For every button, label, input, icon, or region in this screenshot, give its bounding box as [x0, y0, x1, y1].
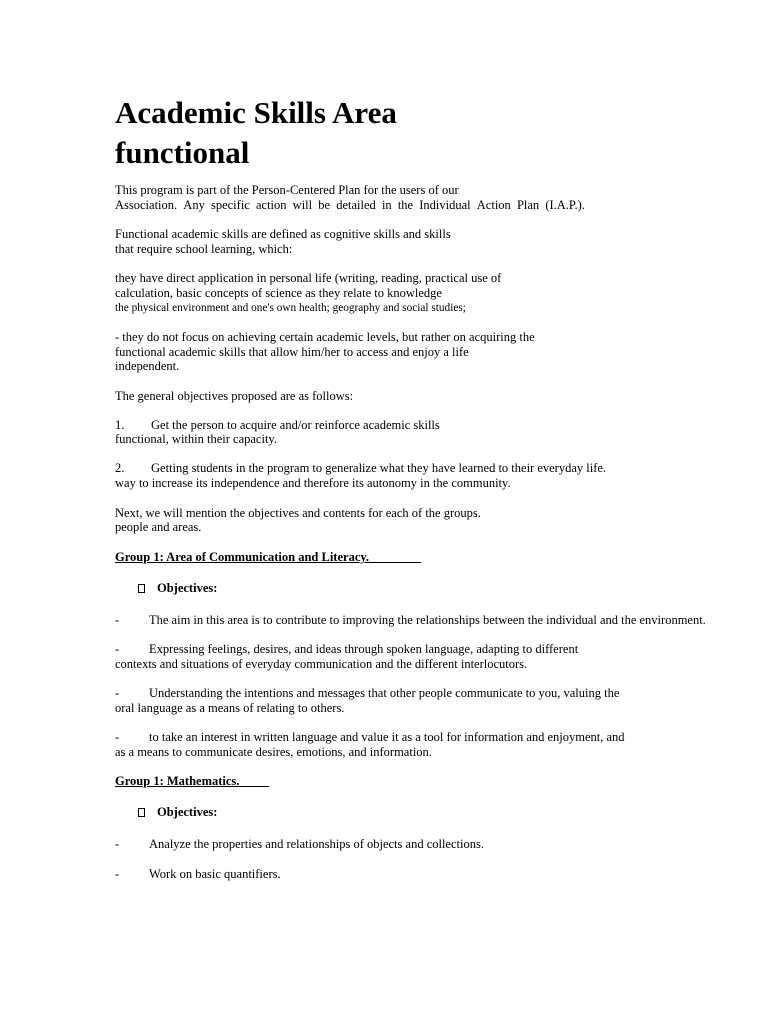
checkbox-icon: [138, 808, 145, 817]
application-line-1: they have direct application in personal life (writing, reading, practical use of: [115, 271, 502, 285]
intro-word: Action: [476, 198, 511, 212]
bullet-dash: -: [115, 730, 120, 744]
group-2-item-2-line-1: Work on basic quantifiers.: [149, 867, 281, 881]
intro-word: be: [318, 198, 331, 212]
group-2-heading-text: Group 1: Mathematics.: [115, 774, 240, 788]
group-2-heading: [115, 774, 269, 789]
group-1-heading-text: Group 1: Area of Communication and Literacy.: [115, 550, 370, 564]
objective-1-line-2: functional, within their capacity.: [115, 432, 277, 446]
group-2-item-1-line-1: Analyze the properties and relationships of objects and collections.: [149, 837, 484, 851]
group-1-item-4-line-1: to take an interest in written language and value it as a tool for information and enjoyment, and: [149, 730, 625, 744]
objective-2-line-1: Getting students in the program to generalize what they have learned to their everyday life.: [151, 461, 607, 475]
group-1-heading: [115, 550, 421, 565]
objectives-label-text: Objectives:: [157, 581, 218, 595]
objective-number: 2.: [115, 461, 125, 475]
group-1-objectives-label: [138, 581, 217, 596]
checkbox-icon: [138, 584, 145, 593]
document-title: [115, 93, 397, 173]
focus-line-2: functional academic skills that allow him/her to access and enjoy a life: [115, 345, 469, 359]
intro-word: Association.: [115, 198, 178, 212]
intro-line-2: [115, 198, 585, 213]
bullet-dash: -: [115, 867, 120, 881]
intro-word: Any: [183, 198, 205, 212]
next-line-1: Next, we will mention the objectives and contents for each of the groups.: [115, 506, 481, 520]
intro-word: action: [255, 198, 287, 212]
objective-2-line-2: way to increase its independence and therefore its autonomy in the community.: [115, 476, 511, 490]
bullet-dash: -: [115, 686, 120, 700]
focus-line-3: independent.: [115, 359, 180, 373]
focus-line-1: - they do not focus on achieving certain academic levels, but rather on acquiring the: [115, 330, 535, 344]
group-1-item-2-line-2: contexts and situations of everyday communication and the different interlocutors.: [115, 657, 528, 671]
definition-line-2: that require school learning, which:: [115, 242, 293, 256]
group-1-item-3-line-1: Understanding the intentions and messages that other people communicate to you, valuing the: [149, 686, 620, 700]
bullet-dash: -: [115, 837, 120, 851]
intro-word: (I.A.P.).: [545, 198, 585, 212]
intro-word: the: [397, 198, 414, 212]
general-objectives-intro: The general objectives proposed are as follows:: [115, 389, 354, 403]
intro-word: Individual: [419, 198, 471, 212]
intro-word: in: [381, 198, 392, 212]
intro-word: specific: [210, 198, 250, 212]
title-line-2: functional: [115, 135, 250, 170]
group-1-item-3-line-2: oral language as a means of relating to others.: [115, 701, 345, 715]
next-line-2: people and areas.: [115, 520, 202, 534]
application-line-3: the physical environment and one's own health; geography and social studies;: [115, 302, 466, 314]
group-1-item-4-line-2: as a means to communicate desires, emotions, and information.: [115, 745, 432, 759]
intro-word: will: [292, 198, 313, 212]
heading-underline: [369, 550, 421, 563]
definition-line-1: Functional academic skills are defined as cognitive skills and skills: [115, 227, 451, 241]
heading-underline: [239, 774, 269, 787]
objective-number: 1.: [115, 418, 125, 432]
group-1-item-1-line-1: The aim in this area is to contribute to improving the relationships between the individual and the environment.: [149, 613, 706, 627]
intro-word: detailed: [336, 198, 376, 212]
bullet-dash: -: [115, 642, 120, 656]
application-line-2: calculation, basic concepts of science as they relate to knowledge: [115, 286, 442, 300]
objectives-label-text: Objectives:: [157, 805, 218, 819]
intro-word: Plan: [516, 198, 540, 212]
group-2-objectives-label: [138, 805, 217, 820]
objective-1-line-1: Get the person to acquire and/or reinforce academic skills: [151, 418, 440, 432]
intro-line-1: This program is part of the Person-Centered Plan for the users of our: [115, 183, 459, 197]
bullet-dash: -: [115, 613, 120, 627]
group-1-item-2-line-1: Expressing feelings, desires, and ideas through spoken language, adapting to different: [149, 642, 579, 656]
title-line-1: Academic Skills Area: [115, 95, 397, 130]
